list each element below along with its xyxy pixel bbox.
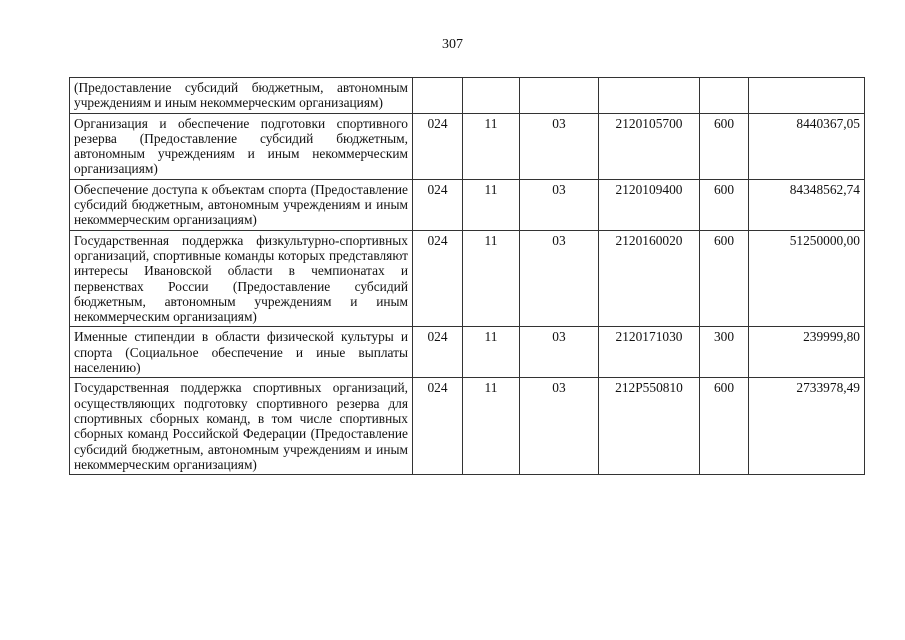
subsection-code: 03 bbox=[520, 113, 599, 179]
row-description: Организация и обеспечение подготовки спортивного резерва (Предоставление субсидий бюджетным, автономным учреждениям и иным некоммерческим организациям) bbox=[70, 113, 413, 179]
table-row bbox=[70, 113, 865, 179]
target-article-code: 2120105700 bbox=[599, 113, 700, 179]
section-code: 11 bbox=[463, 179, 520, 230]
row-description: Обеспечение доступа к объектам спорта (Предоставление субсидий бюджетным, автономным учреждениям и иным некоммерческим организациям) bbox=[70, 179, 413, 230]
table-row bbox=[70, 327, 865, 378]
ministry-code: 024 bbox=[413, 230, 463, 327]
row-description: (Предоставление субсидий бюджетным, автономным учреждениям и иным некоммерческим организациям) bbox=[70, 78, 413, 114]
subsection-code: 03 bbox=[520, 230, 599, 327]
row-description: Государственная поддержка физкультурно-спортивных организаций, спортивные команды которых представляют интересы Ивановской области в чемпионатах и первенствах России (Предоставление субсидий бюджетным, автономным учреждениям и иным некоммерческим организациям) bbox=[70, 230, 413, 327]
ministry-code: 024 bbox=[413, 378, 463, 475]
subsection-code: 03 bbox=[520, 378, 599, 475]
expense-type-code: 600 bbox=[700, 230, 749, 327]
ministry-code bbox=[413, 78, 463, 114]
section-code: 11 bbox=[463, 327, 520, 378]
ministry-code: 024 bbox=[413, 327, 463, 378]
table-row bbox=[70, 179, 865, 230]
row-description: Именные стипендии в области физической культуры и спорта (Социальное обеспечение и иные выплаты населению) bbox=[70, 327, 413, 378]
target-article-code: 212P550810 bbox=[599, 378, 700, 475]
target-article-code: 2120171030 bbox=[599, 327, 700, 378]
expense-type-code: 600 bbox=[700, 113, 749, 179]
target-article-code: 2120109400 bbox=[599, 179, 700, 230]
amount-value: 239999,80 bbox=[749, 327, 865, 378]
subsection-code bbox=[520, 78, 599, 114]
table-row bbox=[70, 378, 865, 475]
expense-type-code: 300 bbox=[700, 327, 749, 378]
table-row bbox=[70, 230, 865, 327]
expense-type-code: 600 bbox=[700, 179, 749, 230]
section-code bbox=[463, 78, 520, 114]
row-description: Государственная поддержка спортивных организаций, осуществляющих подготовку спортивного резерва для спортивных сборных команд, в том числе спортивных сборных команд Российской Федерации (Предоставление субсидий бюджетным, автономным учреждениям и иным некоммерческим организациям) bbox=[70, 378, 413, 475]
target-article-code: 2120160020 bbox=[599, 230, 700, 327]
amount-value: 8440367,05 bbox=[749, 113, 865, 179]
target-article-code bbox=[599, 78, 700, 114]
page-number: 307 bbox=[442, 37, 463, 52]
section-code: 11 bbox=[463, 378, 520, 475]
section-code: 11 bbox=[463, 230, 520, 327]
amount-value: 2733978,49 bbox=[749, 378, 865, 475]
expense-type-code bbox=[700, 78, 749, 114]
amount-value bbox=[749, 78, 865, 114]
ministry-code: 024 bbox=[413, 113, 463, 179]
amount-value: 84348562,74 bbox=[749, 179, 865, 230]
section-code: 11 bbox=[463, 113, 520, 179]
subsection-code: 03 bbox=[520, 179, 599, 230]
amount-value: 51250000,00 bbox=[749, 230, 865, 327]
ministry-code: 024 bbox=[413, 179, 463, 230]
subsection-code: 03 bbox=[520, 327, 599, 378]
expense-type-code: 600 bbox=[700, 378, 749, 475]
table-row bbox=[70, 78, 865, 114]
budget-table bbox=[69, 77, 865, 475]
